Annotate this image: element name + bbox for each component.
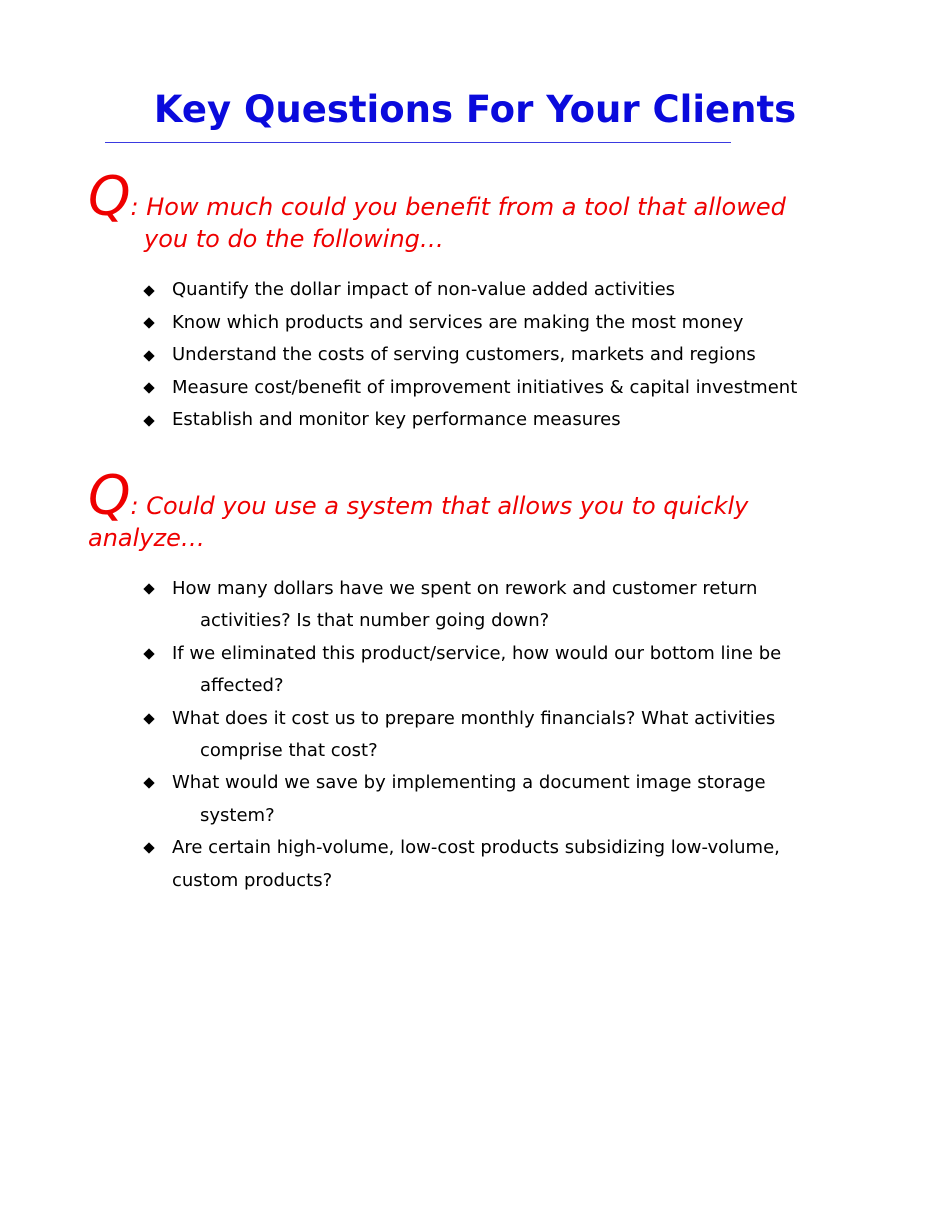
list-item (0, 573, 950, 638)
list-item-text: Quantify the dollar impact of non-value added activities (172, 279, 676, 300)
diamond-bullet-icon (143, 415, 154, 426)
diamond-bullet-icon (143, 713, 154, 724)
question-1-letter: Q (88, 165, 131, 228)
list-item-text: Are certain high-volume, low-cost products subsidizing low-volume, (172, 837, 780, 859)
list-item (0, 307, 950, 340)
list-item-text: What does it cost us to prepare monthly financials? What activities (172, 707, 776, 729)
list-item-continuation: comprise that cost? (200, 740, 378, 762)
diamond-bullet-icon (143, 350, 154, 361)
diamond-bullet-icon (143, 583, 154, 594)
question-2-line-1 (88, 466, 848, 526)
list-item-continuation: affected? (200, 675, 284, 697)
diamond-bullet-icon (143, 648, 154, 659)
question-1-text-1: : How much could you benefit from a tool that allowed (130, 193, 786, 221)
list-item (0, 832, 950, 897)
question-2-bullet-list (0, 573, 950, 897)
list-item-text: How many dollars have we spent on rework and customer return (172, 578, 758, 599)
list-item-continuation: activities? Is that number going down? (200, 610, 550, 632)
list-item (0, 767, 950, 832)
question-1-line-1 (88, 167, 848, 227)
list-item (0, 339, 950, 372)
title-underline (105, 142, 731, 143)
list-item-text: Understand the costs of serving customers, markets and regions (172, 344, 756, 365)
list-item-text: If we eliminated this product/service, how would our bottom line be (172, 642, 782, 664)
question-1 (88, 167, 848, 257)
list-item-continuation: custom products? (172, 869, 333, 891)
list-item (0, 638, 950, 703)
diamond-bullet-icon (143, 317, 154, 328)
list-item-text: Know which products and services are making the most money (172, 311, 744, 333)
question-2-text-2: analyze… (88, 524, 205, 552)
question-1-bullet-list (0, 274, 950, 437)
list-item (0, 703, 950, 768)
diamond-bullet-icon (143, 382, 154, 393)
question-2-letter: Q (88, 464, 131, 527)
question-1-text-2: you to do the following… (144, 225, 444, 253)
list-item (0, 274, 950, 307)
list-item-continuation: system? (200, 804, 275, 826)
list-item (0, 372, 950, 405)
diamond-bullet-icon (143, 778, 154, 789)
question-2 (88, 466, 848, 556)
question-2-text-1: : Could you use a system that allows you to quickly (130, 492, 749, 520)
list-item-text: Measure cost/benefit of improvement initiatives & capital investment (172, 376, 798, 398)
list-item-text: Establish and monitor key performance measures (172, 409, 621, 430)
diamond-bullet-icon (143, 285, 154, 296)
diamond-bullet-icon (143, 843, 154, 854)
list-item-text: What would we save by implementing a document image storage (172, 772, 766, 794)
list-item (0, 404, 950, 437)
page-title: Key Questions For Your Clients (153, 88, 797, 131)
